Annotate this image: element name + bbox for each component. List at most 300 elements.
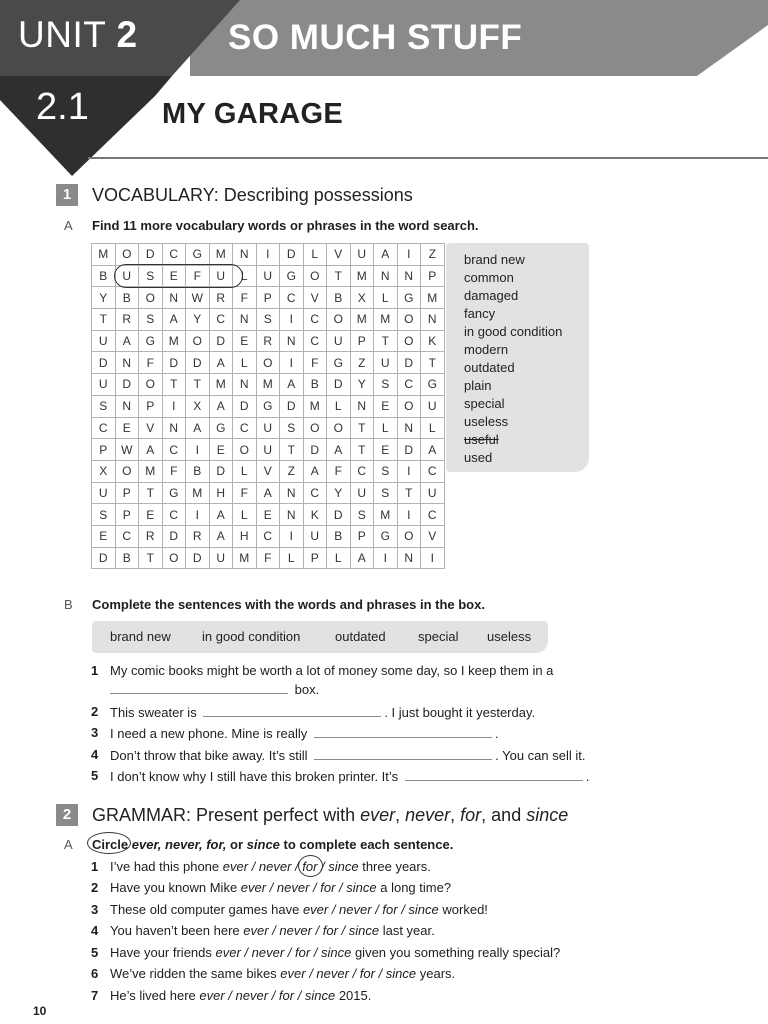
grid-cell[interactable]: M — [162, 330, 186, 352]
grid-cell[interactable]: B — [186, 460, 210, 482]
grid-cell[interactable]: B — [92, 265, 116, 287]
grid-cell[interactable]: P — [115, 504, 139, 526]
grid-cell[interactable]: D — [233, 395, 257, 417]
phrase-outdated: outdated — [335, 629, 386, 644]
unit-label: UNIT 2 — [18, 14, 138, 55]
grid-cell[interactable]: L — [233, 504, 257, 526]
grid-cell[interactable]: G — [139, 330, 163, 352]
grid-cell[interactable]: X — [92, 460, 116, 482]
grid-cell[interactable]: T — [397, 482, 421, 504]
grid-cell[interactable]: M — [139, 460, 163, 482]
grid-row — [92, 309, 445, 331]
grid-cell[interactable]: G — [374, 525, 398, 547]
grid-cell[interactable]: O — [397, 525, 421, 547]
grid-cell[interactable]: A — [209, 525, 233, 547]
grid-cell[interactable]: F — [233, 287, 257, 309]
grid-cell[interactable]: M — [209, 244, 233, 266]
grid-cell[interactable]: A — [256, 482, 280, 504]
grid-cell[interactable]: M — [233, 547, 257, 569]
grid-cell[interactable]: U — [256, 417, 280, 439]
g-sentence-3: 3 These old computer games have ever / never / for / since worked! — [91, 902, 488, 917]
grid-cell[interactable]: I — [397, 504, 421, 526]
section-2a-letter: A — [64, 837, 73, 852]
g-sentence-2: 2 Have you known Mike ever / never / for / since a long time? — [91, 880, 452, 895]
grid-cell[interactable]: I — [256, 244, 280, 266]
grid-cell[interactable]: F — [233, 482, 257, 504]
grid-cell[interactable]: O — [397, 309, 421, 331]
grid-cell[interactable]: U — [421, 395, 445, 417]
b-sentence-3: 3 I need a new phone. Mine is really . — [91, 725, 499, 741]
grid-cell[interactable]: C — [209, 309, 233, 331]
grid-cell[interactable]: I — [186, 439, 210, 461]
grid-cell[interactable]: N — [350, 395, 374, 417]
grid-cell[interactable]: N — [397, 265, 421, 287]
grid-cell[interactable]: B — [115, 287, 139, 309]
grid-cell[interactable]: P — [350, 525, 374, 547]
grid-cell[interactable]: I — [374, 547, 398, 569]
useful-circle-mark — [114, 264, 243, 288]
grid-cell[interactable]: O — [139, 374, 163, 396]
grid-cell[interactable]: C — [350, 460, 374, 482]
grid-cell[interactable]: O — [186, 330, 210, 352]
grid-cell[interactable]: E — [92, 525, 116, 547]
word-list-item: outdated — [464, 360, 515, 375]
options-1-post[interactable]: / since — [317, 859, 359, 874]
grid-cell[interactable]: K — [303, 504, 327, 526]
lesson-title: MY GARAGE — [162, 98, 344, 130]
grid-cell[interactable]: A — [374, 244, 398, 266]
phrase-brand-new: brand new — [110, 629, 171, 644]
grid-cell[interactable]: G — [186, 244, 210, 266]
section-2a-instruction: Circle ever, never, for, or since to complete each sentence. — [92, 837, 454, 852]
grid-cell[interactable]: D — [303, 439, 327, 461]
grid-cell[interactable]: D — [397, 352, 421, 374]
grid-cell[interactable]: L — [233, 352, 257, 374]
options-7[interactable]: ever / never / for / since — [199, 988, 336, 1003]
options-1-pre[interactable]: ever / never / — [222, 859, 303, 874]
grid-cell[interactable]: O — [233, 439, 257, 461]
grid-cell[interactable]: U — [327, 330, 351, 352]
grid-cell[interactable]: K — [421, 330, 445, 352]
grid-cell[interactable]: C — [421, 504, 445, 526]
grid-cell[interactable]: D — [162, 525, 186, 547]
grid-cell[interactable]: S — [139, 265, 163, 287]
grid-cell[interactable]: U — [350, 482, 374, 504]
grid-cell[interactable]: L — [374, 417, 398, 439]
g-sentence-4: 4 You haven’t been here ever / never / for / since last year. — [91, 923, 435, 938]
grid-cell[interactable]: S — [374, 460, 398, 482]
grid-cell[interactable]: I — [397, 244, 421, 266]
grid-cell[interactable]: F — [303, 352, 327, 374]
grid-cell[interactable]: G — [209, 417, 233, 439]
grid-cell[interactable]: R — [186, 525, 210, 547]
word-list-item: fancy — [464, 306, 496, 321]
grid-cell[interactable]: F — [162, 460, 186, 482]
grid-cell[interactable]: O — [327, 417, 351, 439]
grid-cell[interactable]: N — [374, 265, 398, 287]
grid-cell[interactable]: O — [303, 417, 327, 439]
grid-cell[interactable]: M — [350, 265, 374, 287]
section-1a-letter: A — [64, 218, 73, 233]
grid-cell[interactable]: T — [350, 417, 374, 439]
grid-cell[interactable]: F — [139, 352, 163, 374]
grid-cell[interactable]: V — [421, 525, 445, 547]
grid-cell[interactable]: Y — [186, 309, 210, 331]
grid-cell[interactable]: O — [139, 287, 163, 309]
grid-cell[interactable]: I — [280, 352, 304, 374]
grid-cell[interactable]: P — [421, 265, 445, 287]
grid-cell[interactable]: O — [256, 352, 280, 374]
grid-cell[interactable]: O — [115, 244, 139, 266]
word-list-box — [446, 243, 589, 472]
grid-cell[interactable]: Y — [350, 374, 374, 396]
grid-cell[interactable]: F — [186, 265, 210, 287]
options-3[interactable]: ever / never / for / since — [302, 902, 439, 917]
grid-cell[interactable]: U — [256, 439, 280, 461]
grid-cell[interactable]: A — [209, 352, 233, 374]
grid-row — [92, 417, 445, 439]
grid-cell[interactable]: B — [327, 525, 351, 547]
g-sentence-1: 1 I’ve had this phone ever / never / for / since three years. — [110, 859, 431, 874]
grid-cell[interactable]: E — [162, 265, 186, 287]
grid-cell[interactable]: D — [186, 352, 210, 374]
grid-cell[interactable]: A — [209, 504, 233, 526]
grid-cell[interactable]: T — [92, 309, 116, 331]
grid-cell[interactable]: C — [256, 525, 280, 547]
section-1a-instruction: Find 11 more vocabulary words or phrases in the word search. — [92, 218, 479, 233]
grid-cell[interactable]: E — [115, 417, 139, 439]
grid-cell[interactable]: N — [397, 547, 421, 569]
grid-cell[interactable]: A — [186, 417, 210, 439]
grid-cell[interactable]: D — [397, 439, 421, 461]
grid-cell[interactable]: S — [374, 374, 398, 396]
grid-cell[interactable]: I — [397, 460, 421, 482]
grid-cell[interactable]: U — [209, 265, 233, 287]
grid-cell[interactable]: E — [139, 504, 163, 526]
grid-cell[interactable]: N — [233, 244, 257, 266]
grid-cell[interactable]: Z — [350, 352, 374, 374]
grid-cell[interactable]: C — [421, 460, 445, 482]
word-list-item: damaged — [464, 288, 519, 303]
grid-cell[interactable]: S — [374, 482, 398, 504]
grid-cell[interactable]: N — [115, 352, 139, 374]
grid-cell[interactable]: G — [256, 395, 280, 417]
grid-cell[interactable]: U — [209, 547, 233, 569]
grid-cell[interactable]: L — [280, 547, 304, 569]
grid-cell[interactable]: D — [209, 460, 233, 482]
grid-cell[interactable]: S — [350, 504, 374, 526]
grid-cell[interactable]: D — [280, 244, 304, 266]
grid-cell[interactable]: N — [397, 417, 421, 439]
grid-cell[interactable]: H — [209, 482, 233, 504]
grid-cell[interactable]: U — [115, 265, 139, 287]
grid-cell[interactable]: Z — [280, 460, 304, 482]
grid-cell[interactable]: R — [139, 525, 163, 547]
section-1b-instruction: Complete the sentences with the words and phrases in the box. — [92, 597, 485, 612]
grid-cell[interactable]: L — [233, 265, 257, 287]
grid-cell[interactable]: A — [327, 439, 351, 461]
grid-cell[interactable]: E — [233, 330, 257, 352]
grid-cell[interactable]: N — [115, 395, 139, 417]
grid-row — [92, 287, 445, 309]
grid-cell[interactable]: I — [186, 504, 210, 526]
grid-cell[interactable]: D — [280, 395, 304, 417]
grid-cell[interactable]: C — [162, 439, 186, 461]
grid-cell[interactable]: B — [115, 547, 139, 569]
word-list-item: useful — [464, 432, 499, 447]
grid-cell[interactable]: O — [397, 395, 421, 417]
phrase-box — [92, 621, 548, 653]
grid-cell[interactable]: N — [280, 504, 304, 526]
grid-cell[interactable]: I — [280, 525, 304, 547]
grid-cell[interactable]: S — [92, 504, 116, 526]
grid-cell[interactable]: A — [303, 460, 327, 482]
grid-cell[interactable]: B — [327, 287, 351, 309]
grid-cell[interactable]: R — [256, 330, 280, 352]
grid-cell[interactable]: T — [139, 482, 163, 504]
grid-cell[interactable]: T — [280, 439, 304, 461]
grid-cell[interactable]: C — [397, 374, 421, 396]
grid-cell[interactable]: C — [303, 330, 327, 352]
grid-cell[interactable]: A — [115, 330, 139, 352]
grid-row — [92, 244, 445, 266]
word-list-item: brand new — [464, 252, 525, 267]
grid-row — [92, 460, 445, 482]
grid-cell[interactable]: U — [92, 482, 116, 504]
section-1b-letter: B — [64, 597, 73, 612]
phrase-useless: useless — [487, 629, 532, 644]
grid-cell[interactable]: P — [92, 439, 116, 461]
grid-cell[interactable]: D — [209, 330, 233, 352]
grid-cell[interactable]: S — [280, 417, 304, 439]
grid-cell[interactable]: C — [115, 525, 139, 547]
grid-cell[interactable]: O — [303, 265, 327, 287]
grid-cell[interactable]: A — [139, 439, 163, 461]
grid-cell[interactable]: C — [92, 417, 116, 439]
grid-cell[interactable]: V — [327, 244, 351, 266]
phrase-special: special — [418, 629, 459, 644]
grid-row — [92, 395, 445, 417]
grid-cell[interactable]: S — [256, 309, 280, 331]
grid-cell[interactable]: R — [115, 309, 139, 331]
grid-cell[interactable]: D — [186, 547, 210, 569]
answer-blank-1[interactable] — [110, 681, 288, 694]
grid-cell[interactable]: C — [280, 287, 304, 309]
grid-cell[interactable]: D — [92, 547, 116, 569]
options-2[interactable]: ever / never / for / since — [240, 880, 377, 895]
grid-cell[interactable]: Z — [421, 244, 445, 266]
grid-cell[interactable]: O — [162, 547, 186, 569]
grid-cell[interactable]: V — [303, 287, 327, 309]
grid-cell[interactable]: C — [303, 482, 327, 504]
grid-cell[interactable]: L — [233, 460, 257, 482]
grid-cell[interactable]: C — [303, 309, 327, 331]
grid-cell[interactable]: D — [92, 352, 116, 374]
grid-cell[interactable]: U — [256, 265, 280, 287]
b-sentence-2: 2 This sweater is . I just bought it yesterday. — [91, 704, 536, 720]
unit-title: SO MUCH STUFF — [228, 18, 523, 57]
grid-cell[interactable]: F — [256, 547, 280, 569]
grid-cell[interactable]: E — [374, 395, 398, 417]
grid-row — [92, 352, 445, 374]
grid-cell[interactable]: W — [186, 287, 210, 309]
grid-cell[interactable]: D — [327, 504, 351, 526]
answer-blank-2[interactable] — [203, 704, 381, 717]
g-sentence-7: 7 He’s lived here ever / never / for / since 2015. — [91, 988, 372, 1003]
grid-cell[interactable]: T — [162, 374, 186, 396]
grid-cell[interactable]: Y — [92, 287, 116, 309]
lesson-number: 2.1 — [36, 86, 89, 128]
grid-cell[interactable]: V — [256, 460, 280, 482]
grid-cell[interactable]: A — [209, 395, 233, 417]
g-sentence-6: 6 We’ve ridden the same bikes ever / never / for / since years. — [91, 966, 456, 981]
grid-cell[interactable]: M — [186, 482, 210, 504]
section-1-title: VOCABULARY: Describing possessions — [92, 185, 413, 205]
grid-cell[interactable]: U — [92, 330, 116, 352]
grid-cell[interactable]: E — [209, 439, 233, 461]
grid-row — [92, 439, 445, 461]
grid-cell[interactable]: Y — [327, 482, 351, 504]
grid-cell[interactable]: W — [115, 439, 139, 461]
word-list-item: plain — [464, 378, 492, 393]
grid-cell[interactable]: T — [139, 547, 163, 569]
grid-cell[interactable]: O — [397, 330, 421, 352]
section-1-number: 1 — [56, 184, 78, 206]
grid-cell[interactable]: M — [374, 504, 398, 526]
grid-cell[interactable]: T — [350, 439, 374, 461]
grid-cell[interactable]: N — [233, 309, 257, 331]
header-rule — [88, 157, 768, 159]
grid-cell[interactable]: P — [303, 547, 327, 569]
grid-cell[interactable]: A — [280, 374, 304, 396]
answer-blank-5[interactable] — [405, 768, 583, 781]
grid-cell[interactable]: U — [421, 482, 445, 504]
phrase-in-good-condition: in good condition — [202, 629, 301, 644]
grid-cell[interactable]: T — [327, 265, 351, 287]
section-2-number: 2 — [56, 804, 78, 826]
grid-cell[interactable]: C — [233, 417, 257, 439]
grid-cell[interactable]: F — [327, 460, 351, 482]
word-list-item: useless — [464, 414, 509, 429]
grid-row — [92, 482, 445, 504]
word-list-item: special — [464, 396, 505, 411]
grid-cell[interactable]: A — [162, 309, 186, 331]
grid-cell[interactable]: D — [115, 374, 139, 396]
answer-blank-4[interactable] — [314, 747, 492, 760]
circle-word-mark — [87, 832, 131, 854]
options-4[interactable]: ever / never / for / since — [243, 923, 380, 938]
grid-cell[interactable]: C — [162, 504, 186, 526]
b-sentence-1-cont: box. — [110, 681, 319, 697]
options-6[interactable]: ever / never / for / since — [280, 966, 417, 981]
grid-cell[interactable]: M — [421, 287, 445, 309]
grid-cell[interactable]: P — [115, 482, 139, 504]
grid-cell[interactable]: X — [186, 395, 210, 417]
grid-cell[interactable]: E — [374, 439, 398, 461]
grid-cell[interactable]: D — [162, 352, 186, 374]
grid-cell[interactable]: E — [256, 504, 280, 526]
grid-cell[interactable]: M — [209, 374, 233, 396]
word-list-item: in good condition — [464, 324, 563, 339]
grid-cell[interactable]: G — [421, 374, 445, 396]
grid-cell[interactable]: M — [350, 309, 374, 331]
grid-cell[interactable]: P — [350, 330, 374, 352]
grid-cell[interactable]: I — [421, 547, 445, 569]
grid-cell[interactable]: L — [327, 395, 351, 417]
word-list-item: common — [464, 270, 514, 285]
grid-row — [92, 547, 445, 569]
grid-cell[interactable]: O — [115, 460, 139, 482]
grid-cell[interactable]: L — [327, 547, 351, 569]
grid-cell[interactable]: S — [139, 309, 163, 331]
grid-row — [92, 374, 445, 396]
grid-row — [92, 525, 445, 547]
grid-cell[interactable]: B — [303, 374, 327, 396]
answer-for[interactable]: for — [302, 859, 317, 874]
grid-cell[interactable]: N — [280, 482, 304, 504]
grid-cell[interactable]: U — [374, 352, 398, 374]
grid-cell[interactable]: G — [280, 265, 304, 287]
grid-cell[interactable]: U — [350, 244, 374, 266]
grid-cell[interactable]: M — [256, 374, 280, 396]
grid-cell[interactable]: T — [421, 352, 445, 374]
grid-cell[interactable]: N — [162, 287, 186, 309]
grid-cell[interactable]: G — [327, 352, 351, 374]
grid-cell[interactable]: A — [421, 439, 445, 461]
grid-cell[interactable]: N — [280, 330, 304, 352]
g-sentence-5: 5 Have your friends ever / never / for / since given you something really special? — [91, 945, 561, 960]
grid-cell[interactable]: M — [92, 244, 116, 266]
grid-cell[interactable]: H — [233, 525, 257, 547]
options-5[interactable]: ever / never / for / since — [215, 945, 352, 960]
b-sentence-5: 5 I don’t know why I still have this broken printer. It’s . — [91, 768, 590, 784]
grid-cell[interactable]: T — [374, 330, 398, 352]
word-search-grid — [91, 243, 445, 569]
section-2-title: GRAMMAR: Present perfect with ever, never, for, and since — [92, 805, 569, 825]
grid-cell[interactable]: O — [327, 309, 351, 331]
grid-cell[interactable]: T — [186, 374, 210, 396]
grid-cell[interactable]: D — [139, 244, 163, 266]
word-list-item: used — [464, 450, 493, 465]
grid-cell[interactable]: I — [162, 395, 186, 417]
grid-cell[interactable]: D — [327, 374, 351, 396]
grid-cell[interactable]: M — [374, 309, 398, 331]
grid-cell[interactable]: L — [303, 244, 327, 266]
grid-cell[interactable]: M — [303, 395, 327, 417]
grid-cell[interactable]: U — [92, 374, 116, 396]
grid-cell[interactable]: V — [139, 417, 163, 439]
b-sentence-1: 1 My comic books might be worth a lot of money some day, so I keep them in a — [91, 663, 554, 678]
grid-cell[interactable]: P — [139, 395, 163, 417]
grid-cell[interactable]: U — [303, 525, 327, 547]
grid-cell[interactable]: P — [256, 287, 280, 309]
grid-cell[interactable]: G — [397, 287, 421, 309]
grid-cell[interactable]: R — [209, 287, 233, 309]
grid-cell[interactable]: N — [421, 309, 445, 331]
grid-cell[interactable]: G — [162, 482, 186, 504]
grid-cell[interactable]: L — [374, 287, 398, 309]
grid-cell[interactable]: N — [162, 417, 186, 439]
grid-cell[interactable]: A — [350, 547, 374, 569]
grid-cell[interactable]: I — [280, 309, 304, 331]
grid-cell[interactable]: X — [350, 287, 374, 309]
grid-cell[interactable]: N — [233, 374, 257, 396]
grid-cell[interactable]: C — [162, 244, 186, 266]
answer-blank-3[interactable] — [314, 725, 492, 738]
grid-cell[interactable]: L — [421, 417, 445, 439]
word-list-item: modern — [464, 342, 509, 357]
grid-cell[interactable]: S — [92, 395, 116, 417]
